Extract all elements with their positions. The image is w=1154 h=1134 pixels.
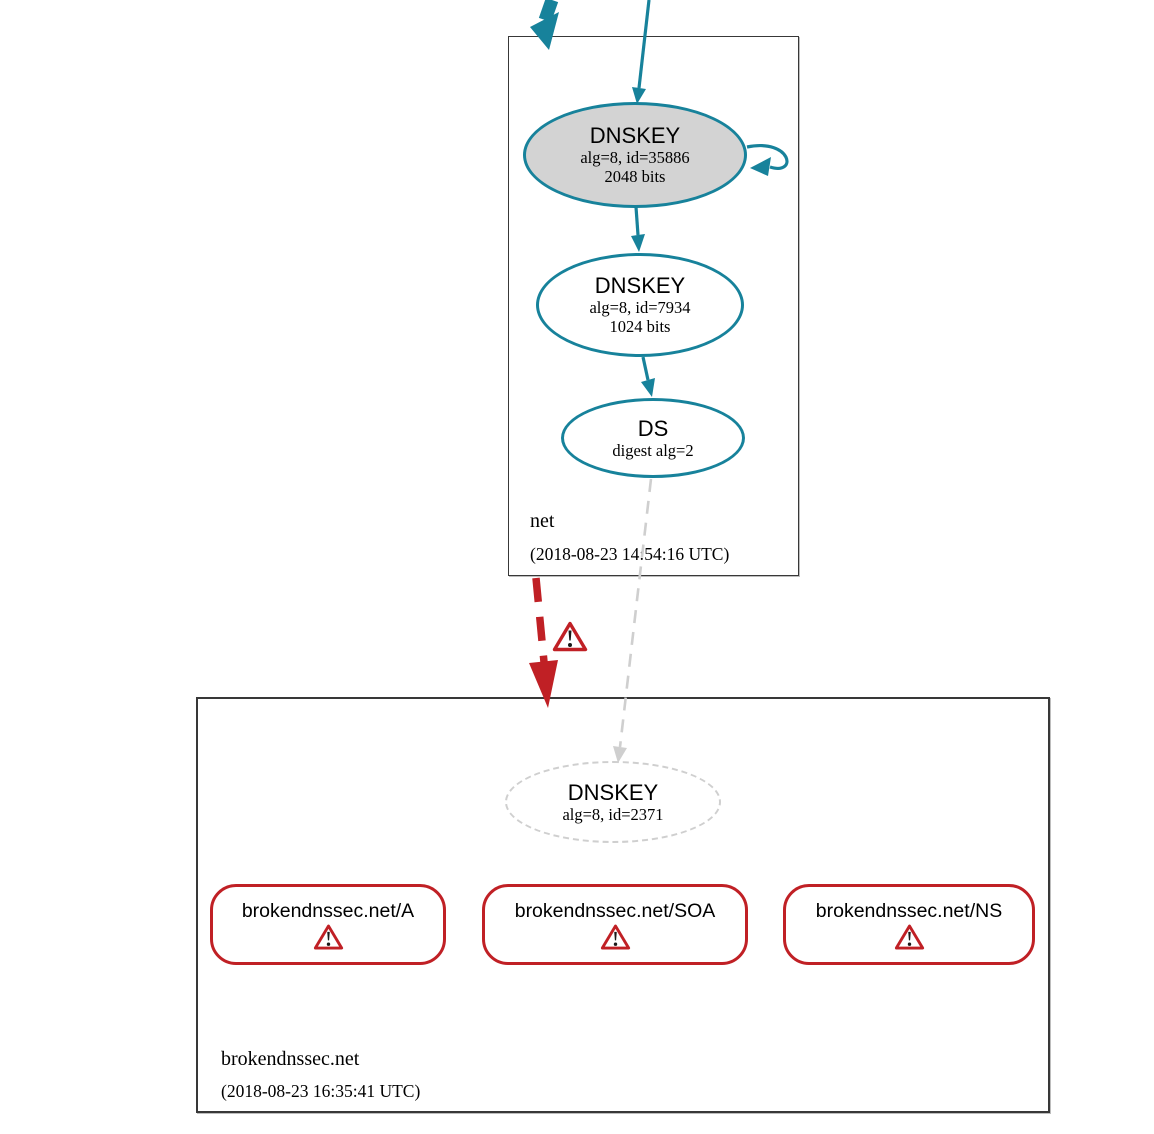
rrset-label: brokendnssec.net/SOA [514, 900, 716, 922]
node-title: DS [637, 415, 669, 441]
zone-name-net: net [530, 510, 555, 532]
node-dnskey-ksk-35886[interactable] [523, 102, 747, 208]
node-rrset-ns[interactable] [783, 884, 1035, 965]
warning-icon [313, 923, 344, 951]
node-title: DNSKEY [567, 779, 659, 805]
node-detail: alg=8, id=35886 [580, 148, 690, 167]
node-dnskey-zsk-7934[interactable] [536, 253, 744, 357]
node-title: DNSKEY [589, 123, 681, 148]
node-detail: digest alg=2 [612, 440, 694, 460]
node-detail: alg=8, id=2371 [562, 804, 664, 824]
zone-name-brokendnssec-net: brokendnssec.net [221, 1048, 360, 1070]
warning-icon [552, 620, 588, 653]
node-ds[interactable] [561, 398, 745, 478]
node-rrset-soa[interactable] [482, 884, 748, 965]
node-detail: alg=8, id=7934 [589, 298, 691, 317]
rrset-label: brokendnssec.net/NS [815, 900, 1003, 922]
rrset-label: brokendnssec.net/A [241, 900, 415, 922]
node-bits: 2048 bits [604, 167, 666, 186]
node-rrset-a[interactable] [210, 884, 446, 965]
node-bits: 1024 bits [609, 317, 671, 336]
warning-icon [894, 923, 925, 951]
node-dnskey-2371-insecure[interactable] [505, 761, 721, 843]
zone-timestamp-brokendnssec-net: (2018-08-23 16:35:41 UTC) [221, 1081, 421, 1101]
zone-timestamp-net: (2018-08-23 14:54:16 UTC) [530, 544, 730, 564]
node-title: DNSKEY [594, 273, 686, 298]
warning-icon [600, 923, 631, 951]
